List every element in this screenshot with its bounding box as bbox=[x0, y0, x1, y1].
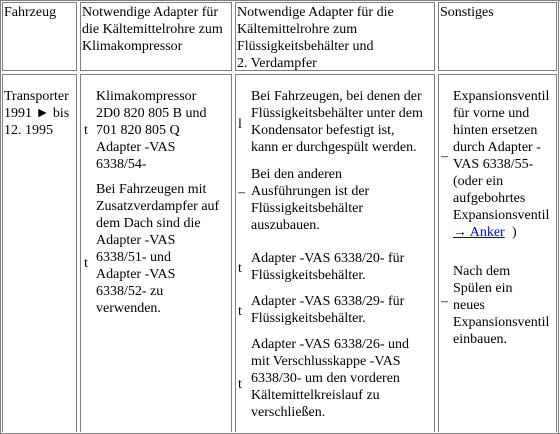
cell-border-v bbox=[434, 74, 435, 432]
bullet-marker: – bbox=[441, 149, 448, 164]
cell-border-v bbox=[231, 2, 232, 71]
receiver-adapter-line: Adapter -VAS 6338/26- und bbox=[251, 337, 410, 352]
cell-border-v bbox=[235, 2, 236, 71]
header-adapter-receiver-line: Kältemittelrohre zum bbox=[237, 22, 358, 37]
receiver-adapter-line: Flüssigkeitsbehälter bbox=[251, 201, 363, 216]
cell-border-h bbox=[438, 70, 556, 71]
cell-border-h bbox=[2, 74, 76, 75]
vehicle-line: 1991 ► bis bbox=[4, 106, 70, 121]
cell-border-v bbox=[434, 2, 435, 71]
table-right-border bbox=[558, 0, 559, 434]
cell-border-h bbox=[438, 74, 556, 75]
header-adapter-compressor-line: die Kältemittelrohre zum bbox=[82, 22, 223, 37]
receiver-adapter-line: verschließen. bbox=[251, 405, 326, 420]
receiver-adapter-line: kann er durchgespült werden. bbox=[251, 140, 417, 155]
bullet-marker: t bbox=[84, 123, 88, 138]
cell-border-v bbox=[2, 2, 3, 71]
cell-border-v bbox=[80, 74, 81, 432]
cell-border-h bbox=[438, 2, 556, 3]
cell-border-v bbox=[438, 2, 439, 71]
closing-paren: ) bbox=[512, 225, 517, 240]
receiver-adapter-line: Kondensator befestigt ist, bbox=[251, 123, 395, 138]
receiver-adapter-line: Adapter -VAS 6338/29- für bbox=[251, 294, 405, 309]
header-vehicle: Fahrzeug bbox=[4, 5, 57, 20]
cell-border-h bbox=[80, 74, 231, 75]
misc-note-line: (oder ein bbox=[453, 174, 504, 189]
compressor-adapter-line: Adapter -VAS bbox=[96, 233, 176, 248]
cell-border-v bbox=[80, 2, 81, 71]
receiver-adapter-line: Flüssigkeitsbehälter unter dem bbox=[251, 106, 423, 121]
receiver-adapter-line: mit Verschlusskappe -VAS bbox=[251, 354, 401, 369]
compressor-adapter-line: Adapter -VAS bbox=[96, 267, 176, 282]
receiver-adapter-line: Ausführungen ist der bbox=[251, 184, 370, 199]
vehicle-line: Transporter bbox=[4, 89, 69, 104]
cell-border-h bbox=[235, 74, 434, 75]
compressor-adapter-line: verwenden. bbox=[96, 301, 161, 316]
misc-note-line: hinten ersetzen bbox=[453, 123, 538, 138]
misc-note-line: einbauen. bbox=[453, 332, 508, 347]
bullet-marker: t bbox=[238, 304, 242, 319]
misc-note-line: durch Adapter - bbox=[453, 140, 541, 155]
receiver-adapter-line: Bei den anderen bbox=[251, 167, 342, 182]
header-adapter-compressor-line: Notwendige Adapter für bbox=[82, 5, 219, 20]
compressor-adapter-line: 2D0 820 805 B und bbox=[96, 106, 207, 121]
compressor-adapter-line: Bei Fahrzeugen mit bbox=[96, 182, 207, 197]
compressor-adapter-line: 6338/54- bbox=[96, 157, 147, 172]
header-adapter-receiver-line: Flüssigkeitsbehälter und bbox=[237, 39, 374, 54]
bullet-marker: – bbox=[238, 185, 245, 200]
cell-border-v bbox=[231, 74, 232, 432]
receiver-adapter-line: auszubauen. bbox=[251, 218, 320, 233]
cell-border-v bbox=[76, 2, 77, 71]
compressor-adapter-line: dem Dach sind die bbox=[96, 216, 201, 231]
receiver-adapter-line: 6338/30- um den vorderen bbox=[251, 371, 400, 386]
cell-border-v bbox=[2, 74, 3, 432]
misc-note-line: für vorne und bbox=[453, 106, 530, 121]
cell-border-v bbox=[438, 74, 439, 432]
misc-note-line: neues bbox=[453, 298, 485, 313]
receiver-adapter-line: Flüssigkeitsbehälter. bbox=[251, 311, 366, 326]
cell-border-h bbox=[235, 2, 434, 3]
misc-note-line: VAS 6338/55- bbox=[453, 157, 534, 172]
compressor-adapter-line: 6338/51- und bbox=[96, 250, 172, 265]
anchor-link[interactable]: → Anker bbox=[453, 225, 505, 240]
table-top-border bbox=[0, 0, 560, 1]
receiver-adapter-line: Kältemittelkreislauf zu bbox=[251, 388, 380, 403]
cell-border-v bbox=[556, 2, 557, 71]
cell-border-h bbox=[2, 2, 76, 3]
header-adapter-receiver-line: 2. Verdampfer bbox=[237, 56, 317, 71]
misc-note-line: Expansionsventil bbox=[453, 208, 550, 223]
table-left-border bbox=[0, 0, 1, 434]
header-misc: Sonstiges bbox=[440, 5, 494, 20]
bullet-marker: l bbox=[238, 117, 242, 132]
cell-border-v bbox=[556, 74, 557, 432]
misc-note-line: Spülen ein bbox=[453, 281, 513, 296]
bullet-marker: t bbox=[84, 256, 88, 271]
cell-border-v bbox=[235, 74, 236, 432]
compressor-adapter-line: Klimakompressor bbox=[96, 89, 197, 104]
bullet-marker: t bbox=[238, 377, 242, 392]
receiver-adapter-line: Flüssigkeitsbehälter. bbox=[251, 268, 366, 283]
misc-note-line: Nach dem bbox=[453, 264, 511, 279]
receiver-adapter-line: Bei Fahrzeugen, bei denen der bbox=[251, 89, 422, 104]
misc-note-line: Expansionsventil bbox=[453, 315, 550, 330]
receiver-adapter-line: Adapter -VAS 6338/20- für bbox=[251, 251, 405, 266]
misc-note-line: aufgebohrtes bbox=[453, 191, 526, 206]
cell-border-h bbox=[80, 2, 231, 3]
compressor-adapter-line: 701 820 805 Q bbox=[96, 123, 180, 138]
cell-border-v bbox=[76, 74, 77, 432]
cell-border-h bbox=[2, 70, 76, 71]
header-adapter-receiver-line: Notwendige Adapter für die bbox=[237, 5, 394, 20]
bullet-marker: – bbox=[441, 294, 448, 309]
header-adapter-compressor-line: Klimakompressor bbox=[82, 39, 183, 54]
misc-note-line: Expansionsventil bbox=[453, 89, 550, 104]
vehicle-line: 12. 1995 bbox=[4, 123, 53, 138]
compressor-adapter-line: 6338/52- zu bbox=[96, 284, 164, 299]
bullet-marker: t bbox=[238, 261, 242, 276]
compressor-adapter-line: Adapter -VAS bbox=[96, 140, 176, 155]
cell-border-h bbox=[80, 70, 231, 71]
compressor-adapter-line: Zusatzverdampfer auf bbox=[96, 199, 220, 214]
